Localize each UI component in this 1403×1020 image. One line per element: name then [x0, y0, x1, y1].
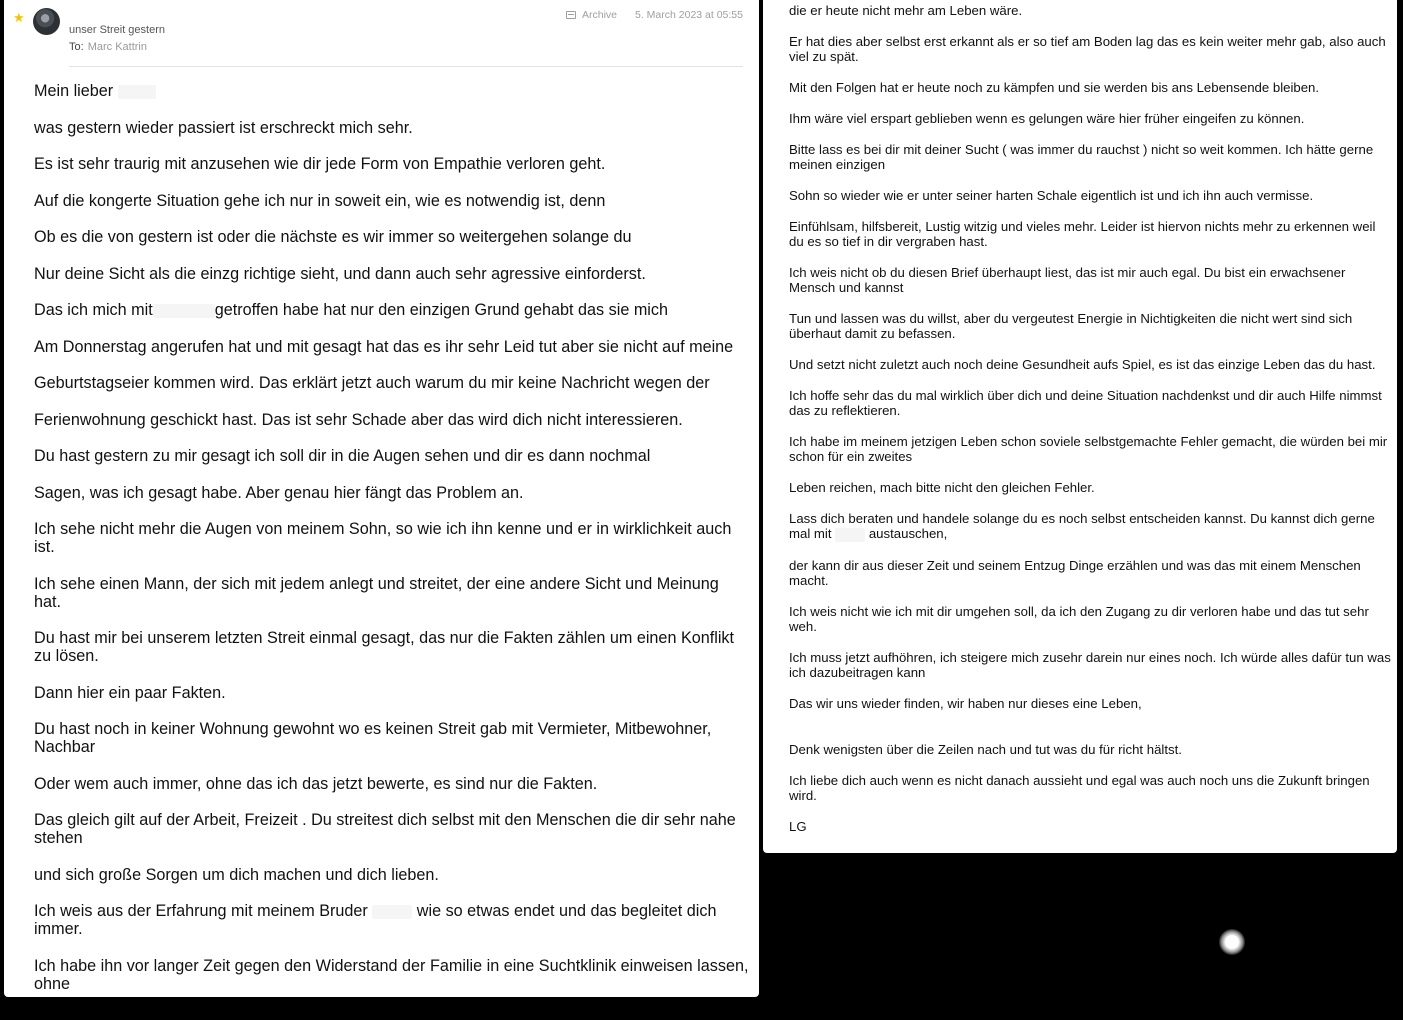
star-icon[interactable]: ★	[13, 10, 25, 25]
header-divider	[69, 66, 743, 67]
redacted-name	[835, 528, 865, 542]
light-glow	[1219, 929, 1245, 955]
body-paragraph: Ich liebe dich auch wenn es nicht danach aussieht und egal was auch noch uns die Zukunft bringen wird.	[789, 772, 1370, 803]
body-paragraph: Am Donnerstag angerufen hat und mit gesagt hat das es ihr sehr Leid tut aber sie nicht auf meine	[34, 337, 734, 356]
body-paragraph: Es ist sehr traurig mit anzusehen wie dir jede Form von Empathie verloren geht.	[34, 155, 606, 173]
folder-name[interactable]: Archive	[581, 9, 617, 21]
redacted-name	[118, 85, 156, 99]
body-paragraph: Ich weis nicht wie ich mit dir umgehen soll, da ich den Zugang zu dir verloren habe und das tut sehr weh.	[789, 603, 1369, 634]
body-paragraph: Das ich mich mit getroffen habe hat nur den einzigen Grund gehabt das sie mich	[34, 301, 668, 319]
body-paragraph: Oder wem auch immer, ohne das ich das jetzt bewerte, es sind nur die Fakten.	[34, 774, 598, 793]
body-paragraph: Ich sehe einen Mann, der sich mit jedem anlegt und streitet, der eine andere Sicht und Meinung hat.	[34, 574, 719, 611]
body-paragraph: Ich habe ihn vor langer Zeit gegen den Widerstand der Familie in eine Suchtklinik einweisen lassen, ohne	[34, 956, 749, 993]
body-paragraph: Ich habe im meinem jetzigen Leben schon soviele selbstgemachte Fehler gemacht, die würden bei mir schon für ein zweites	[789, 434, 1388, 464]
body-paragraph: Ich weis nicht ob du diesen Brief überhaupt liest, das ist mir auch egal. Du bist ein erwachsener Mensch und kannst	[789, 265, 1346, 295]
body-paragraph: Das wir uns wieder finden, wir haben nur dieses eine Leben,	[789, 695, 1142, 711]
email-meta	[566, 9, 743, 21]
body-paragraph: Ich muss jetzt aufhöhren, ich steigere mich zusehr darein nur eines noch. Ich würde alles dafür tun was ich dazubeitragen kann	[789, 649, 1391, 680]
body-paragraph: Mit den Folgen hat er heute noch zu kämpfen und sie werden bis ans Lebensende bleiben.	[789, 80, 1320, 95]
sign-off: LG	[789, 818, 807, 834]
body-paragraph: Ich sehe nicht mehr die Augen von meinem Sohn, so wie ich ihn kenne und er in wirklichkeit auch ist.	[34, 520, 732, 556]
body-paragraph: Bitte lass es bei dir mit deiner Sucht ( was immer du rauchst ) nicht so weit kommen. Ich hätte gerne meinen einzigen	[789, 142, 1374, 172]
body-paragraph: Du hast noch in keiner Wohnung gewohnt wo es keinen Streit gab mit Vermieter, Mitbewohner, Nachbar	[34, 720, 712, 756]
body-paragraph: Ob es die von gestern ist oder die nächste es wir immer so weitergehen solange du	[34, 228, 632, 246]
body-paragraph: Denk wenigsten über die Zeilen nach und tut was du für richt hältst.	[789, 741, 1182, 757]
email-date: 5. March 2023 at 05:55	[635, 9, 743, 21]
body-paragraph: Dann hier ein paar Fakten.	[34, 683, 226, 702]
body-paragraph: Tun und lassen was du willst, aber du vergeutest Energie in Nichtigkeiten die nicht wert sind sich überhaut damit zu befassen.	[789, 311, 1353, 341]
body-paragraph: Du hast gestern zu mir gesagt ich soll dir in die Augen sehen und dir es dann nochmal	[34, 447, 651, 465]
recipient-line	[69, 41, 147, 53]
recipient-name[interactable]: Marc Kattrin	[87, 41, 147, 53]
body-paragraph: Ihm wäre viel erspart geblieben wenn es gelungen wäre hier früher eingeifen zu können.	[789, 111, 1305, 126]
email-continuation-pane	[763, 0, 1397, 853]
redacted-name	[153, 304, 215, 318]
email-body	[34, 82, 750, 997]
body-paragraph: Auf die kongerte Situation gehe ich nur in soweit ein, wie es notwendig ist, denn	[34, 191, 606, 210]
body-paragraph: Lass dich beraten und handele solange du es noch selbst entscheiden kannst. Du kannst dich gerne mal mit austauschen,	[789, 511, 1375, 541]
body-paragraph: Ich hoffe sehr das du mal wirklich über dich und deine Situation nachdenkst und dir auch Hilfe nimmst das zu reflektieren.	[789, 388, 1382, 418]
body-paragraph: Ferienwohnung geschickt hast. Das ist sehr Schade aber das wird dich nicht interessieren.	[34, 410, 683, 429]
body-paragraph: die er heute nicht mehr am Leben wäre.	[789, 3, 1023, 18]
body-paragraph: Das gleich gilt auf der Arbeit, Freizeit . Du streitest dich selbst mit den Menschen die dir sehr nahe stehen	[34, 811, 736, 847]
body-paragraph: Leben reichen, mach bitte nicht den gleichen Fehler.	[789, 480, 1095, 495]
body-paragraph: Nur deine Sicht als die einzg richtige sieht, und dann auch sehr agressive einforderst.	[34, 264, 646, 283]
avatar[interactable]	[33, 8, 60, 35]
email-body-continued	[789, 3, 1393, 850]
to-label: To:	[69, 41, 84, 53]
redacted-name	[372, 905, 412, 919]
body-paragraph: Mein lieber	[34, 82, 750, 100]
body-paragraph: und sich große Sorgen um dich machen und dich lieben.	[34, 865, 439, 884]
body-paragraph: Sohn so wieder wie er unter seiner harten Schale eigentlich ist und ich ihn auch vermisse.	[789, 188, 1314, 203]
body-paragraph: was gestern wieder passiert ist erschreckt mich sehr.	[34, 118, 413, 137]
body-paragraph: Geburtstagseier kommen wird. Das erklärt jetzt auch warum du mir keine Nachricht wegen der	[34, 374, 710, 392]
body-paragraph: Einfühlsam, hilfsbereit, Lustig witzig und vieles mehr. Leider ist hiervon nichts mehr zu erkennen weil du es so tief in dir vergraben hast.	[789, 219, 1376, 249]
email-message-pane	[4, 0, 759, 997]
email-header	[4, 0, 759, 68]
body-paragraph: Du hast mir bei unserem letzten Streit einmal gesagt, das nur die Fakten zählen um einen Konflikt zu lösen.	[34, 629, 735, 665]
email-subject: unser Streit gestern	[69, 24, 165, 36]
body-paragraph: der kann dir aus dieser Zeit und seinem Entzug Dinge erzählen und was das mit einem Menschen macht.	[789, 557, 1361, 588]
body-paragraph: Und setzt nicht zuletzt auch noch deine Gesundheit aufs Spiel, es ist das einzige Leben das du hast.	[789, 357, 1376, 372]
body-paragraph: Er hat dies aber selbst erst erkannt als er so tief am Boden lag das es kein weiter mehr gab, also auch viel zu spät.	[789, 34, 1386, 64]
folder-icon	[566, 11, 576, 19]
body-paragraph: Sagen, was ich gesagt habe. Aber genau hier fängt das Problem an.	[34, 483, 524, 502]
body-paragraph: Ich weis aus der Erfahrung mit meinem Bruder wie so etwas endet und das begleitet dich immer.	[34, 902, 717, 938]
